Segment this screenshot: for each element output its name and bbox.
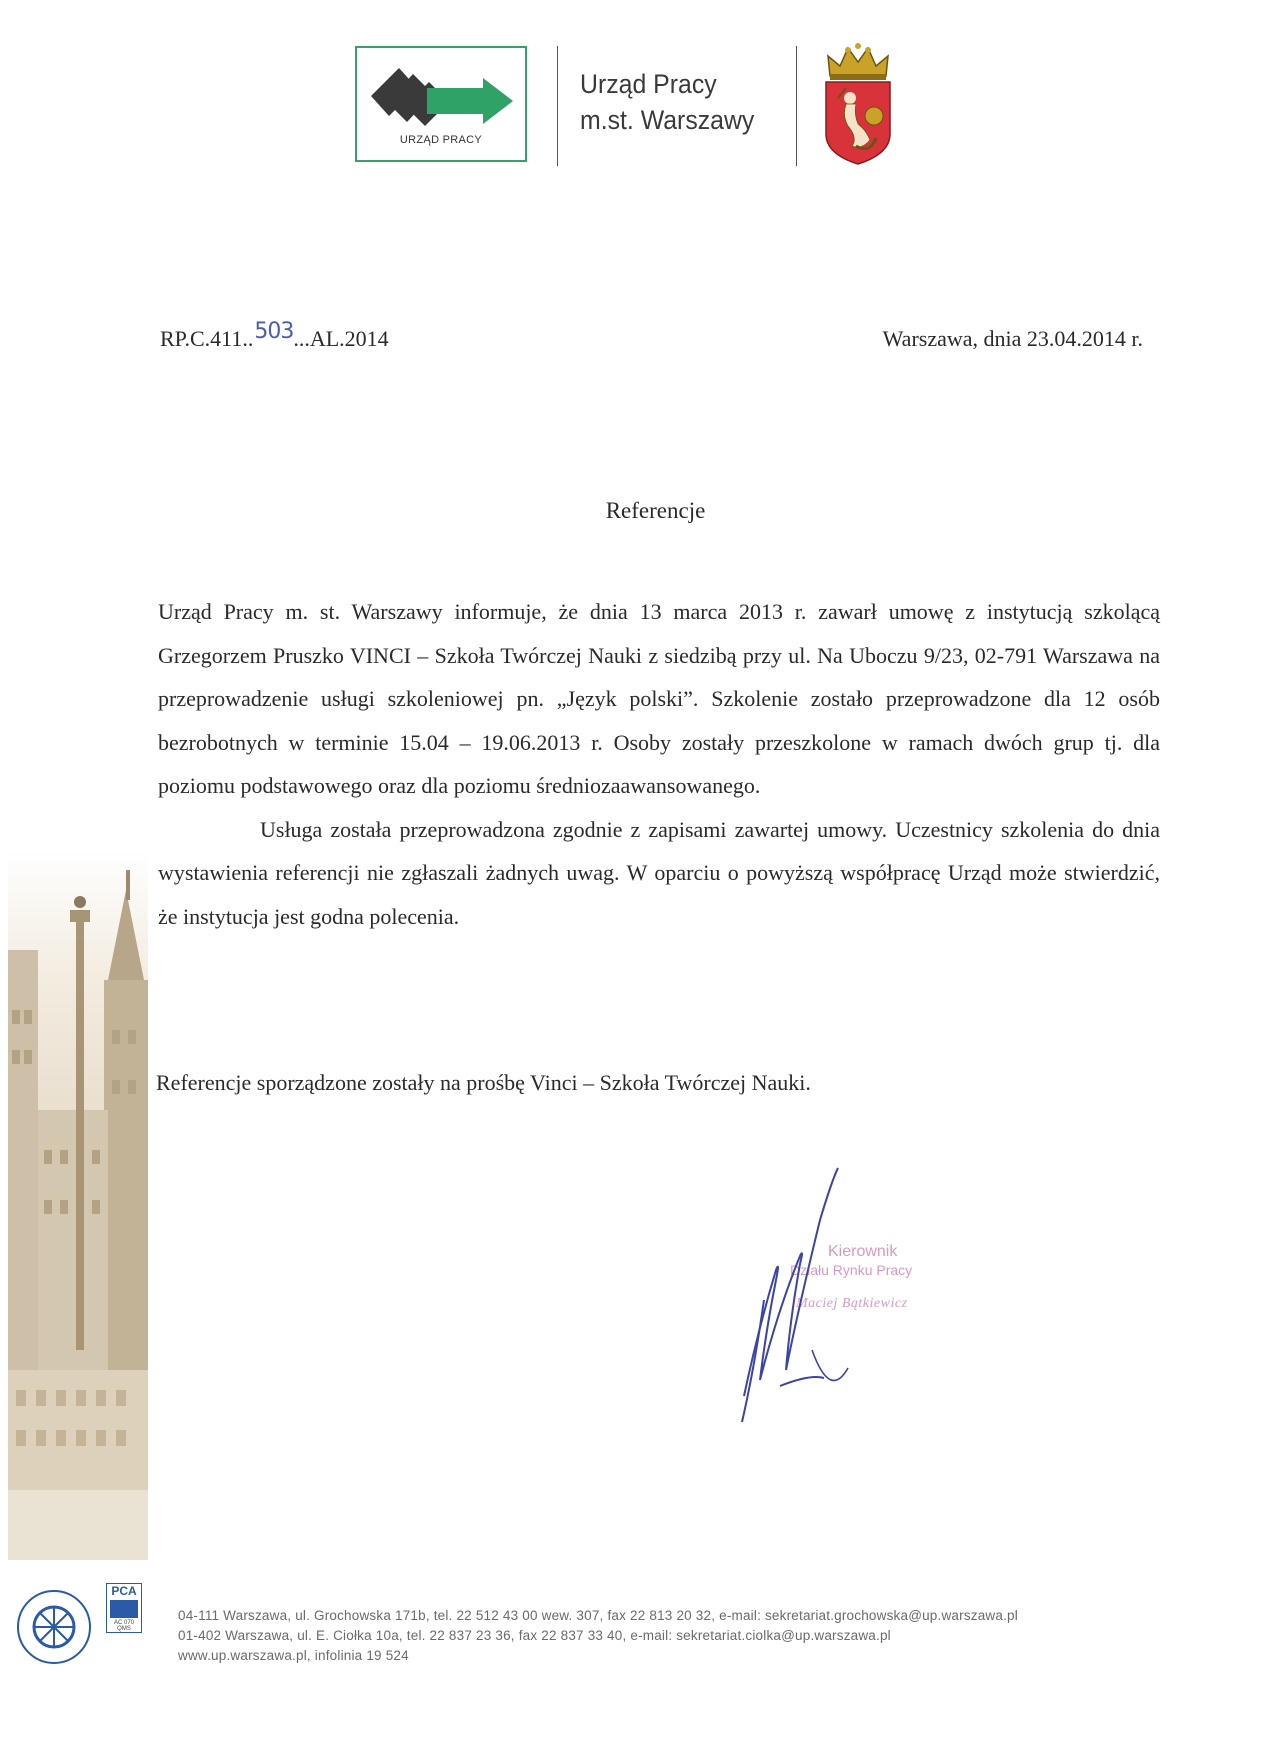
city-panorama-image (8, 850, 148, 1560)
body-paragraph-2: Usługa została przeprowadzona zgodnie z zapisami zawartej umowy. Uczestnicy szkolenia do dnia wystawienia referencji nie zgłaszali żadnych uwag. W oparciu o powyższą współpracę Urząd może stwierdzić, że instytucja jest godna polecenia. (158, 816, 1160, 929)
reference-prefix: RP.C.411. (160, 326, 248, 351)
office-name-line2: m.st. Warszawy (580, 105, 755, 135)
urzad-pracy-logo (355, 46, 527, 162)
document-date: Warszawa, dnia 23.04.2014 r. (882, 326, 1143, 351)
footer-line-3: www.up.warszawa.pl, infolinia 19 524 (178, 1648, 409, 1663)
header-divider-2 (796, 46, 797, 166)
handwritten-signature (720, 1160, 880, 1435)
footer-logos (14, 1577, 154, 1682)
office-name (580, 66, 754, 138)
reference-number: RP.C.411..503...AL.2014 (160, 319, 389, 351)
footer-line-2: 01-402 Warszawa, ul. E. Ciołka 10a, tel. 22 837 23 36, fax 22 837 33 40, e-mail: sekretariat.ciolka@up.warszawa.pl (178, 1628, 891, 1643)
footer-contact (178, 1606, 1018, 1666)
header-divider (557, 46, 558, 166)
pca-badge-code: AC 070 (113, 1620, 134, 1626)
footer-line-1: 04-111 Warszawa, ul. Grochowska 171b, tel. 22 512 43 00 wew. 307, fax 22 813 20 32, e-mail: sekretariat.grochowska@up.warszawa.pl (178, 1608, 1018, 1623)
stamp-line-2: Działu Rynku Pracy (790, 1262, 913, 1278)
office-name-line1: Urząd Pracy (580, 69, 717, 99)
stamp-line-1: Kierownik (828, 1243, 898, 1260)
document-title: Referencje (605, 498, 706, 523)
closing-sentence: Referencje sporządzone zostały na prośbę Vinci – Szkoła Twórczej Nauki. (156, 1070, 811, 1095)
body-paragraph-1: Urząd Pracy m. st. Warszawy informuje, że dnia 13 marca 2013 r. zawarł umowę z instytucją szkolącą Grzegorzem Pruszko VINCI – Szkoła Twórczej Nauki z siedzibą przy ul. Na Uboczu 9/23, 02-791 Warszawa na przeprowadzenie usługi szkoleniowej pn. „Język polski”. Szkolenie zostało przeprowadzone dla 12 osób bezrobotnych w terminie 15.04 – 19.06.2013 r. Osoby zostały przeszkolone w ramach dwóch grup tj. dla poziomu podstawowego oraz dla poziomu średniozaawansowanego. (158, 599, 1160, 798)
pca-badge-title: PCA (111, 1584, 137, 1598)
pca-badge (106, 1583, 142, 1633)
logo-label: URZĄD PRACY (399, 134, 483, 146)
reference-handwritten-number: 503 (254, 319, 294, 344)
pca-badge-sub: QMS (117, 1626, 131, 1632)
warsaw-crest-icon (818, 42, 898, 171)
stamp-line-3: Maciej Bątkiewicz (796, 1296, 908, 1311)
document-body (158, 590, 1160, 938)
reference-suffix: AL.2014 (309, 326, 389, 351)
